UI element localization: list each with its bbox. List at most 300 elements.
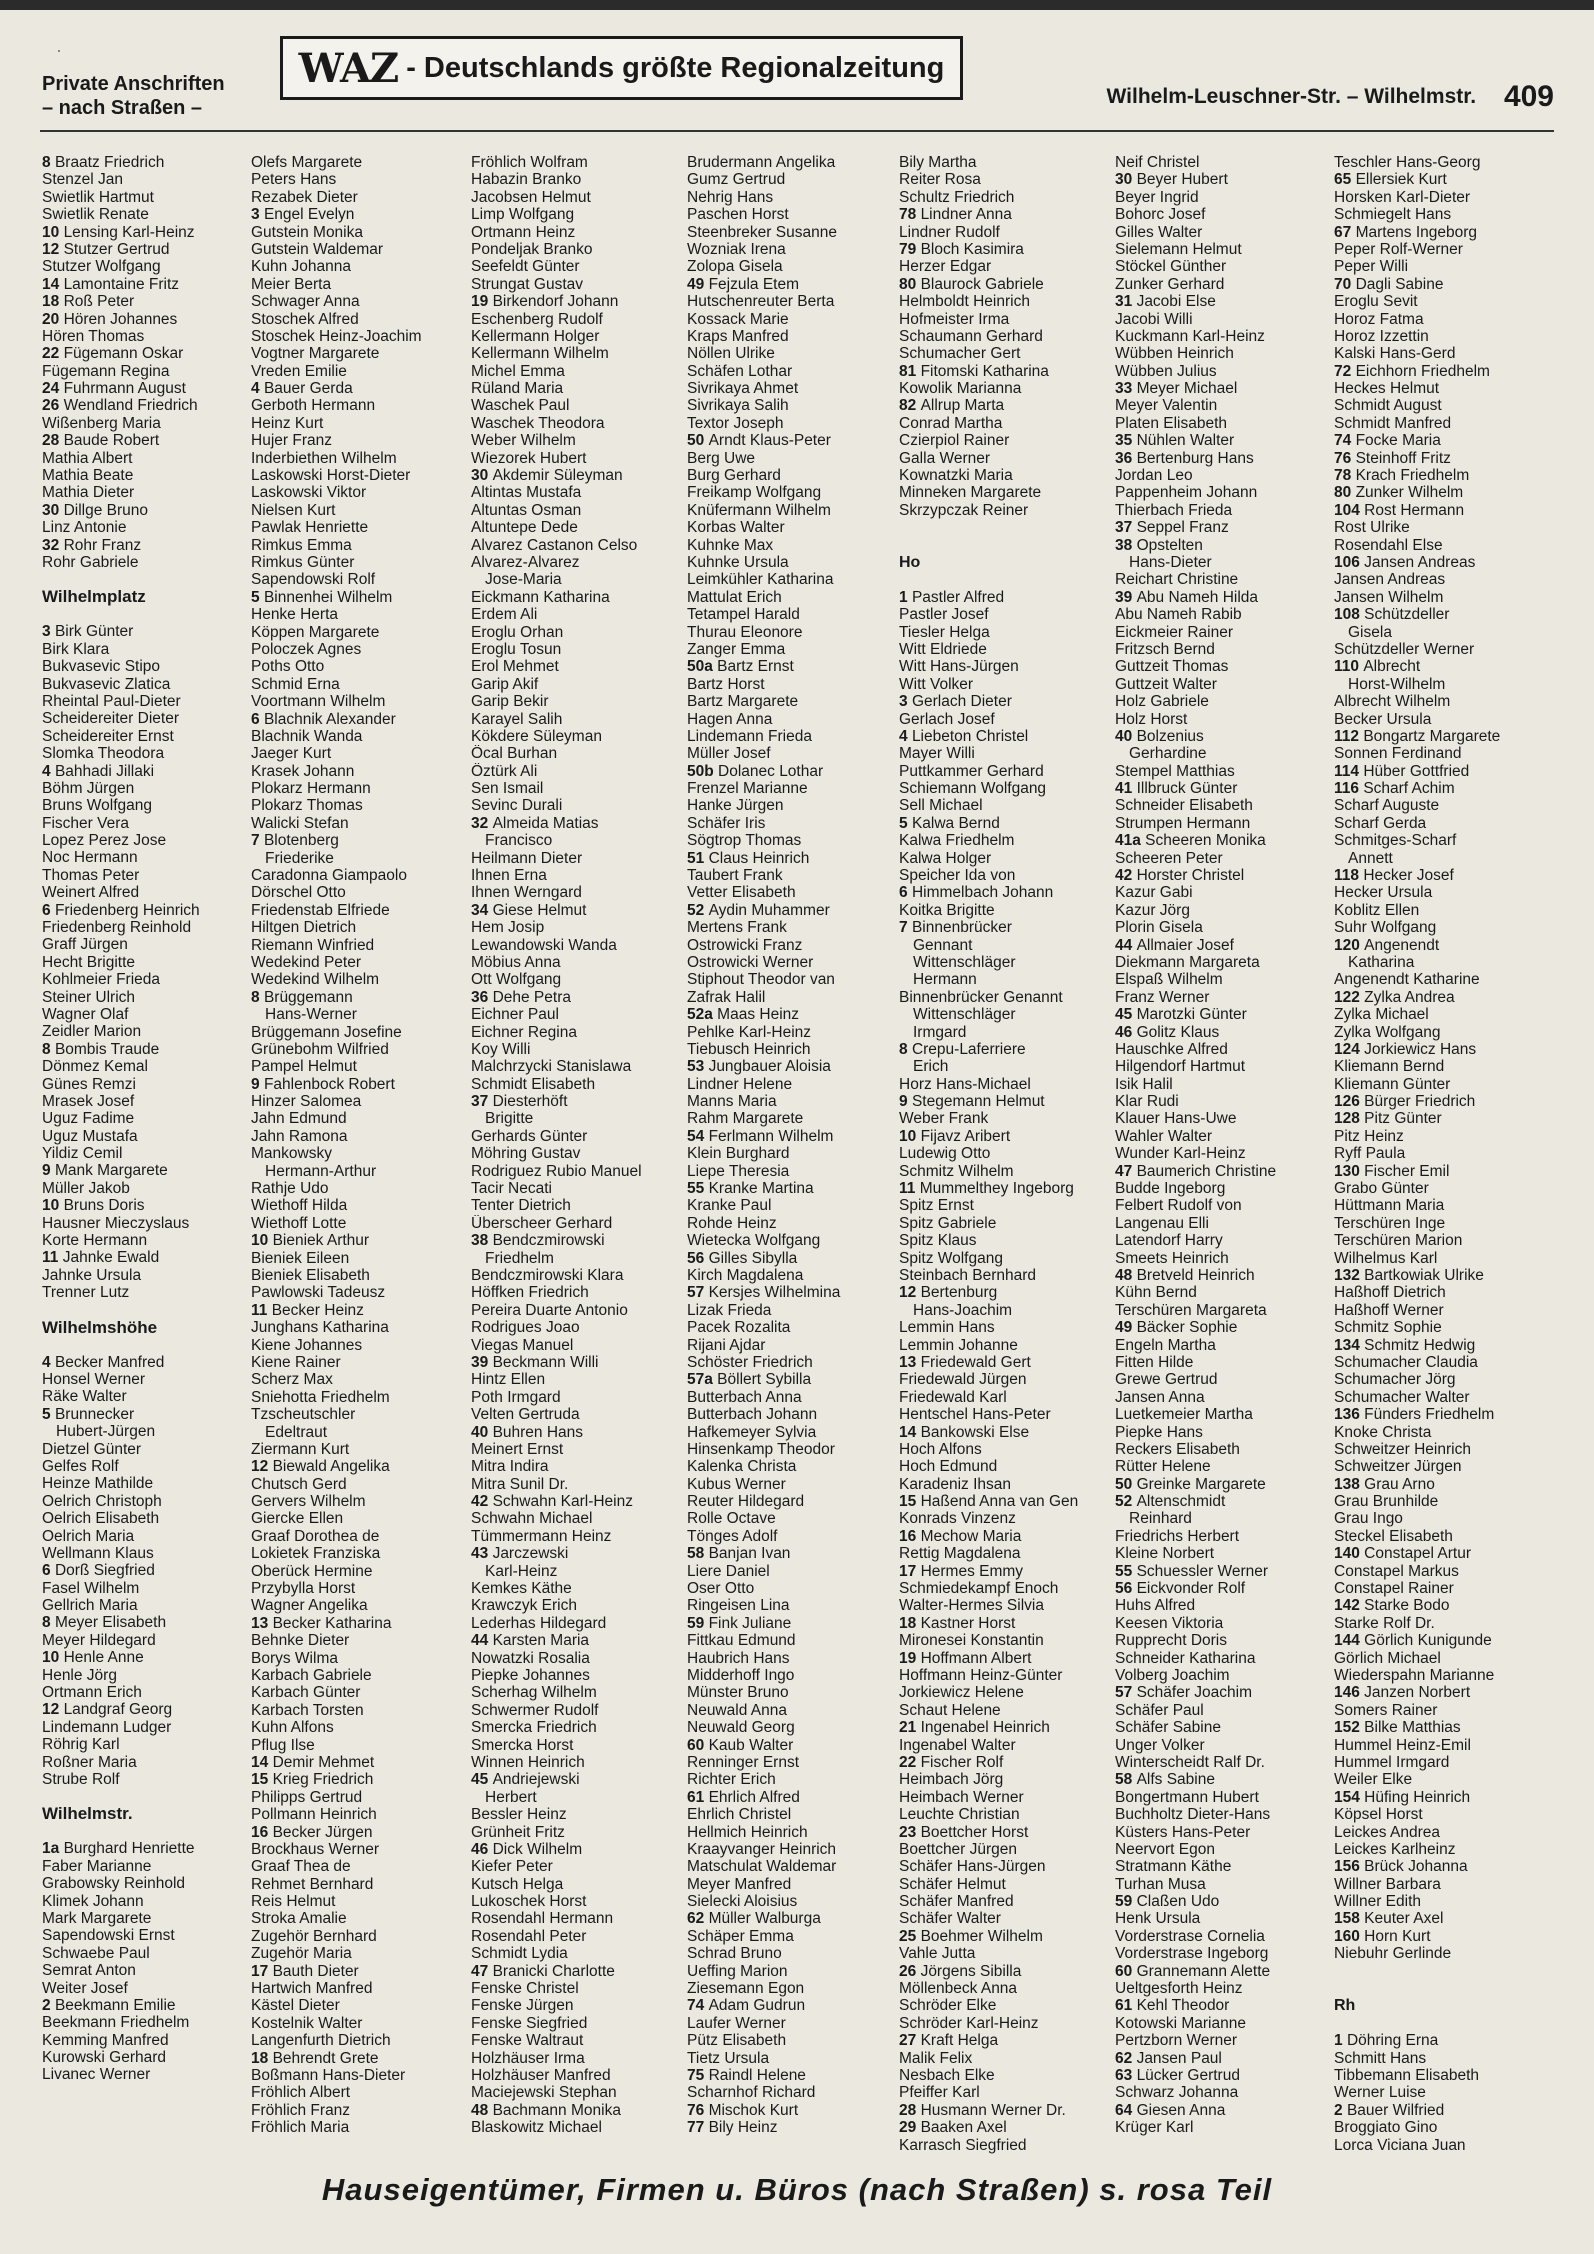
house-number: 122 <box>1334 988 1365 1006</box>
directory-entry: 12 Bertenburg <box>899 1284 998 1302</box>
directory-entry: Kohlmeier Frieda <box>42 971 161 989</box>
directory-entry: 3 Engel Evelyn <box>251 206 355 224</box>
directory-entry: Spitz Wolfgang <box>899 1249 1003 1267</box>
directory-entry: 57 Schäfer Joachim <box>1115 1684 1253 1702</box>
directory-entry: Reinhard <box>1129 1510 1192 1528</box>
house-number: 49 <box>1115 1319 1137 1337</box>
directory-entry: 52 Altenschmidt <box>1115 1493 1226 1511</box>
directory-entry: Karbach Günter <box>251 1684 361 1702</box>
directory-entry: 5 Binnenhei Wilhelm <box>251 588 393 606</box>
house-number: 15 <box>251 1771 273 1789</box>
directory-entry: Grünheit Fritz <box>471 1823 565 1841</box>
house-number: 72 <box>1334 362 1356 380</box>
directory-entry: Zafrak Halil <box>687 988 766 1006</box>
directory-entry: Haßhoff Werner <box>1334 1301 1444 1319</box>
house-number: 34 <box>471 901 493 919</box>
directory-entry: Schumacher Jörg <box>1334 1371 1456 1389</box>
directory-entry: Elspaß Wilhelm <box>1115 971 1223 989</box>
house-number: 8 <box>251 988 264 1006</box>
margin-mark: · <box>56 40 62 60</box>
house-number: 60 <box>1115 1962 1137 1980</box>
directory-entry: Schmitz Sophie <box>1334 1319 1442 1337</box>
directory-entry: Zugehör Bernhard <box>251 1927 377 1945</box>
directory-entry: Skrzypczak Reiner <box>899 501 1029 519</box>
house-number: 50 <box>687 432 709 450</box>
house-number: 37 <box>471 1093 493 1111</box>
directory-entry: 50a Bartz Ernst <box>687 658 794 676</box>
house-number: 44 <box>471 1632 493 1650</box>
house-number: 15 <box>899 1493 921 1511</box>
house-number: 118 <box>1334 867 1364 885</box>
directory-entry: Vogtner Margarete <box>251 345 380 363</box>
directory-entry: Midderhoff Ingo <box>687 1666 795 1684</box>
directory-entry: Hoch Alfons <box>899 1440 982 1458</box>
directory-entry: Friederike <box>265 849 334 867</box>
directory-entry: Platen Elisabeth <box>1115 414 1228 432</box>
directory-entry: Herbert <box>485 1788 537 1806</box>
directory-entry: 6 Friedenberg Heinrich <box>42 901 200 919</box>
directory-entry: Schäfer Paul <box>1115 1701 1204 1719</box>
directory-entry: Velten Gertruda <box>471 1406 580 1424</box>
house-number: 110 <box>1334 658 1364 676</box>
house-number: 44 <box>1115 936 1137 954</box>
directory-entry: Schmiegelt Hans <box>1334 206 1452 224</box>
directory-entry <box>899 519 1113 536</box>
directory-entry: Hagen Anna <box>687 710 773 728</box>
directory-entry: Schäfer Iris <box>687 814 766 832</box>
house-number: 21 <box>899 1719 921 1737</box>
house-number: 9 <box>899 1093 912 1111</box>
masthead-banner <box>280 36 963 100</box>
column-5 <box>899 154 1113 2154</box>
house-number: 27 <box>899 2032 921 2050</box>
directory-entry: Faber Marianne <box>42 1857 152 1875</box>
directory-entry: Bohorc Josef <box>1115 206 1206 224</box>
directory-entry: Witt Eldriede <box>899 640 987 658</box>
directory-entry: Bieniek Eileen <box>251 1249 350 1267</box>
directory-entry: Garip Akif <box>471 675 539 693</box>
directory-entry: Beyer Ingrid <box>1115 188 1199 206</box>
directory-entry: Schöster Friedrich <box>687 1353 813 1371</box>
directory-entry: Strungat Gustav <box>471 275 584 293</box>
house-number: 140 <box>1334 1545 1365 1563</box>
directory-entry: Hermann-Arthur <box>265 1162 377 1180</box>
directory-entry: Wunder Karl-Heinz <box>1115 1145 1246 1163</box>
directory-entry: Fritzsch Bernd <box>1115 640 1215 658</box>
house-number: 65 <box>1334 171 1356 189</box>
top-border <box>0 0 1594 10</box>
house-number: 18 <box>42 293 64 311</box>
directory-entry: 13 Friedewald Gert <box>899 1353 1031 1371</box>
house-number: 32 <box>471 814 493 832</box>
directory-entry: Kurowski Gerhard <box>42 2049 167 2067</box>
directory-entry: Vetter Elisabeth <box>687 884 796 902</box>
house-number: 142 <box>1334 1597 1365 1615</box>
house-number: 52a <box>687 1006 718 1024</box>
directory-entry: Jorkiewicz Helene <box>899 1684 1024 1702</box>
directory-entry: Tönges Adolf <box>687 1527 778 1545</box>
directory-entry: Schwaebe Paul <box>42 1944 150 1962</box>
house-number: 9 <box>251 1075 264 1093</box>
directory-entry: Jaeger Kurt <box>251 745 332 763</box>
directory-entry: Überscheer Gerhard <box>471 1214 613 1232</box>
directory-entry: Tenter Dietrich <box>471 1197 571 1215</box>
directory-entry: Kliemann Günter <box>1334 1075 1451 1093</box>
directory-entry: Piepke Johannes <box>471 1666 590 1684</box>
directory-entry: Kuhn Johanna <box>251 258 351 276</box>
house-number: 57 <box>687 1284 709 1302</box>
directory-entry: Heilmann Dieter <box>471 849 583 867</box>
house-number: 26 <box>899 1962 921 1980</box>
directory-entry: Brüggemann Josefine <box>251 1023 402 1041</box>
house-number: 57a <box>687 1371 718 1389</box>
directory-entry: Pertzborn Werner <box>1115 2032 1238 2050</box>
directory-entry: Bieniek Elisabeth <box>251 1267 370 1284</box>
directory-entry: Mankowsky <box>251 1145 332 1163</box>
directory-entry: Mertens Frank <box>687 919 787 937</box>
house-number: 10 <box>42 223 64 241</box>
directory-entry: Mayer Willi <box>899 745 975 763</box>
house-number: 42 <box>1115 867 1137 885</box>
directory-entry: Eichner Regina <box>471 1023 577 1041</box>
directory-entry: Vreden Emilie <box>251 362 347 380</box>
directory-entry: Schwahn Michael <box>471 1510 593 1528</box>
directory-entry: 30 Beyer Hubert <box>1115 171 1228 189</box>
directory-entry: Räke Walter <box>42 1388 127 1406</box>
directory-entry: Kuhn Alfons <box>251 1719 334 1737</box>
directory-entry: Jacobsen Helmut <box>471 188 591 206</box>
directory-entry: Weiler Elke <box>1334 1771 1413 1789</box>
directory-entry: Sivrikaya Salih <box>687 397 789 415</box>
directory-entry: Mironesei Konstantin <box>899 1632 1044 1650</box>
directory-entry: Huhs Alfred <box>1115 1597 1196 1615</box>
directory-entry: Meier Berta <box>251 275 332 293</box>
directory-entry: 63 Lücker Gertrud <box>1115 2066 1240 2084</box>
directory-entry: Kiene Rainer <box>251 1353 341 1371</box>
directory-entry: Olefs Margarete <box>251 154 363 171</box>
directory-entry: Jacobi Willi <box>1115 310 1193 328</box>
directory-entry: Hecht Brigitte <box>42 953 136 971</box>
directory-entry: Vorderstrase Cornelia <box>1115 1927 1265 1945</box>
house-number: 64 <box>1115 2101 1137 2119</box>
directory-entry: 37 Diesterhöft <box>471 1093 568 1111</box>
directory-entry: 128 Pitz Günter <box>1334 1110 1442 1128</box>
house-number: 50b <box>687 762 719 780</box>
directory-entry: Witt Volker <box>899 675 974 693</box>
directory-entry: 47 Branicki Charlotte <box>471 1962 615 1980</box>
directory-entry: 160 Horn Kurt <box>1334 1927 1431 1945</box>
directory-entry: Kellermann Wilhelm <box>471 345 609 363</box>
directory-entry: Meinert Ernst <box>471 1440 564 1458</box>
house-number: 70 <box>1334 275 1356 293</box>
directory-entry: Rh <box>1334 1997 1356 2015</box>
directory-entry: Rheintal Paul-Dieter <box>42 692 181 710</box>
directory-entry: Spitz Klaus <box>899 1232 977 1250</box>
directory-entry: Linz Antonie <box>42 519 127 537</box>
house-number: 50 <box>1115 1475 1137 1493</box>
directory-entry: Gilles Walter <box>1115 223 1203 241</box>
directory-entry: Freikamp Wolfgang <box>687 484 822 502</box>
directory-entry: Rost Ulrike <box>1334 519 1410 537</box>
directory-entry: Fitten Hilde <box>1115 1353 1194 1371</box>
house-number: 36 <box>1115 449 1137 467</box>
house-number: 12 <box>42 240 64 258</box>
directory-entry: Hans-Werner <box>265 1006 357 1024</box>
directory-entry: 1 Pastler Alfred <box>899 588 1005 606</box>
directory-entry: Plokarz Hermann <box>251 780 371 798</box>
directory-entry: Hermann <box>913 971 977 989</box>
house-number: 41a <box>1115 832 1146 850</box>
directory-entry: 48 Bachmann Monika <box>471 2101 621 2119</box>
directory-entry: Reichart Christine <box>1115 571 1239 589</box>
directory-entry: Jordan Leo <box>1115 467 1193 485</box>
directory-entry: Sen Ismail <box>471 780 544 798</box>
directory-entry: Müller Josef <box>687 745 771 763</box>
directory-entry: Oser Otto <box>687 1580 755 1598</box>
directory-entry: Wübben Julius <box>1115 362 1217 380</box>
house-number: 41 <box>1115 780 1137 798</box>
directory-entry: 61 Ehrlich Alfred <box>687 1788 800 1806</box>
directory-entry: 25 Boehmer Wilhelm <box>899 1927 1043 1945</box>
directory-entry: Klar Rudi <box>1115 1093 1179 1111</box>
directory-entry: Ortmann Erich <box>42 1684 142 1702</box>
directory-entry: Holz Gabriele <box>1115 693 1209 711</box>
directory-entry: Hoch Edmund <box>899 1458 998 1476</box>
directory-entry: Reis Helmut <box>251 1893 336 1911</box>
directory-entry: Klauer Hans-Uwe <box>1115 1110 1237 1128</box>
directory-entry: Laufer Werner <box>687 2014 786 2032</box>
directory-entry: Rijani Ajdar <box>687 1336 766 1354</box>
directory-entry: Scheeren Peter <box>1115 849 1223 867</box>
directory-entry: Roßner Maria <box>42 1753 137 1771</box>
house-number: 4 <box>42 1353 55 1371</box>
house-number: 134 <box>1334 1336 1365 1354</box>
directory-entry: Swietlik Hartmut <box>42 188 154 206</box>
directory-entry: Korbas Walter <box>687 519 785 537</box>
house-number: 17 <box>899 1562 921 1580</box>
directory-entry: Witt Hans-Jürgen <box>899 658 1019 676</box>
house-number: 14 <box>899 1423 921 1441</box>
directory-entry: Becker Ursula <box>1334 710 1432 728</box>
directory-entry: Fenske Waltraut <box>471 2032 584 2050</box>
directory-entry: Walter-Hermes Silvia <box>899 1597 1044 1615</box>
house-number: 46 <box>471 1840 493 1858</box>
directory-entry: Ziesemann Egon <box>687 1980 805 1998</box>
directory-entry: Poth Irmgard <box>471 1388 561 1406</box>
directory-entry: 48 Bretveld Heinrich <box>1115 1267 1255 1284</box>
directory-entry: Kliemann Bernd <box>1334 1058 1445 1076</box>
directory-entry: 17 Hermes Emmy <box>899 1562 1024 1580</box>
directory-entry: Wagner Olaf <box>42 1005 129 1023</box>
directory-entry: Poths Otto <box>251 658 325 676</box>
directory-entry: Latendorf Harry <box>1115 1232 1223 1250</box>
directory-entry: 4 Bauer Gerda <box>251 380 353 398</box>
directory-entry: Kownatzki Maria <box>899 467 1013 485</box>
directory-entry: 4 Liebeton Christel <box>899 727 1029 745</box>
directory-entry: Köpsel Horst <box>1334 1806 1423 1824</box>
directory-entry: Langenau Elli <box>1115 1214 1209 1232</box>
directory-entry: Irmgard <box>913 1023 967 1041</box>
directory-entry: 28 Husmann Werner Dr. <box>899 2101 1066 2119</box>
directory-entry: Möhring Gustav <box>471 1145 581 1163</box>
directory-entry: Blaskowitz Michael <box>471 2119 602 2137</box>
directory-entry: 41a Scheeren Monika <box>1115 832 1266 850</box>
directory-entry: Liepe Theresia <box>687 1162 790 1180</box>
directory-entry: Inderbiethen Wilhelm <box>251 449 397 467</box>
house-number: 36 <box>471 988 493 1006</box>
directory-entry: Holzhäuser Manfred <box>471 2066 611 2084</box>
directory-entry: Zylka Michael <box>1334 1006 1429 1024</box>
directory-entry: Stratmann Käthe <box>1115 1858 1232 1876</box>
directory-entry: Guttzeit Walter <box>1115 675 1217 693</box>
directory-entry: Smercka Friedrich <box>471 1719 597 1737</box>
directory-entry: Neif Christel <box>1115 154 1200 171</box>
directory-entry: 52 Aydin Muhammer <box>687 901 830 919</box>
directory-entry: Werner Luise <box>1334 2084 1426 2102</box>
directory-entry: 49 Fejzula Etem <box>687 275 800 293</box>
house-number: 9 <box>42 1162 55 1180</box>
directory-entry: Reckers Elisabeth <box>1115 1440 1240 1458</box>
directory-entry: Meyer Hildegard <box>42 1631 156 1649</box>
directory-entry: 36 Bertenburg Hans <box>1115 449 1254 467</box>
directory-entry: Steenbreker Susanne <box>687 223 837 241</box>
directory-entry: Bily Martha <box>899 154 977 171</box>
directory-entry: Fröhlich Maria <box>251 2119 350 2137</box>
directory-entry: Jansen Anna <box>1115 1388 1205 1406</box>
directory-entry: Pampel Helmut <box>251 1058 357 1076</box>
directory-entry: 78 Lindner Anna <box>899 206 1012 224</box>
directory-entry: Przybylla Horst <box>251 1580 356 1598</box>
directory-entry: Wiezorek Hubert <box>471 449 587 467</box>
directory-entry: Thierbach Frieda <box>1115 501 1233 519</box>
directory-entry: Weber Frank <box>899 1110 989 1128</box>
directory-entry: Slomka Theodora <box>42 745 165 763</box>
house-number: 58 <box>687 1545 709 1563</box>
directory-entry: Thomas Peter <box>42 866 140 884</box>
directory-entry: Lederhas Hildegard <box>471 1614 607 1632</box>
directory-entry: Speicher Ida von <box>899 867 1016 885</box>
house-number: 82 <box>899 397 921 415</box>
directory-entry: Heckes Helmut <box>1334 380 1440 398</box>
directory-entry: Heimbach Jörg <box>899 1771 1004 1789</box>
directory-entry: 116 Scharf Achim <box>1334 780 1455 798</box>
directory-entry: Kazur Jörg <box>1115 901 1190 919</box>
directory-entry: Kemming Manfred <box>42 2031 169 2049</box>
directory-entry: Heinze Mathilde <box>42 1475 154 1493</box>
directory-entry: Schäfer Hans-Jürgen <box>899 1858 1046 1876</box>
directory-entry: Schaut Helene <box>899 1701 1001 1719</box>
house-number: 6 <box>42 901 55 919</box>
directory-entry: Klimek Johann <box>42 1892 144 1910</box>
directory-entry: Hem Josip <box>471 919 545 937</box>
directory-entry: 9 Stegemann Helmut <box>899 1093 1045 1111</box>
directory-entry: Voortmann Wilhelm <box>251 693 386 711</box>
directory-entry: Wilhelmus Karl <box>1334 1249 1438 1267</box>
house-number: 61 <box>1115 1997 1137 2015</box>
directory-entry: 22 Fügemann Oskar <box>42 345 184 363</box>
directory-entry: Kuhnke Max <box>687 536 774 554</box>
directory-entry: Hanke Jürgen <box>687 797 784 815</box>
directory-entry: Berg Uwe <box>687 449 756 467</box>
directory-entry: 24 Fuhrmann August <box>42 380 186 398</box>
house-number: 55 <box>687 1180 709 1198</box>
directory-entry: Stroka Amalie <box>251 1910 347 1928</box>
directory-entry: Hinsenkamp Theodor <box>687 1440 835 1458</box>
directory-entry: Kazur Gabi <box>1115 884 1193 902</box>
directory-entry: Tibbemann Elisabeth <box>1334 2066 1480 2084</box>
directory-entry: Hans-Dieter <box>1129 553 1212 571</box>
directory-entry: Lemmin Hans <box>899 1319 995 1337</box>
directory-entry: Wittenschläger <box>913 953 1016 971</box>
directory-entry: Erich <box>913 1058 949 1076</box>
column-6 <box>1115 154 1329 2137</box>
directory-entry: 22 Fischer Rolf <box>899 1753 1004 1771</box>
directory-entry: Ueffing Marion <box>687 1962 788 1980</box>
directory-entry: Riemann Winfried <box>251 936 375 954</box>
directory-entry: Altintas Mustafa <box>471 484 582 502</box>
house-number: 8 <box>899 1040 912 1058</box>
directory-entry: 82 Allrup Marta <box>899 397 1005 415</box>
directory-entry: 140 Constapel Artur <box>1334 1545 1472 1563</box>
directory-entry: Nöllen Ulrike <box>687 345 775 363</box>
directory-entry: Zylka Wolfgang <box>1334 1023 1441 1041</box>
directory-entry: Minneken Margarete <box>899 484 1042 502</box>
directory-entry: 18 Kastner Horst <box>899 1614 1016 1632</box>
directory-entry: Wiethoff Lotte <box>251 1214 347 1232</box>
directory-entry <box>1334 1980 1548 1997</box>
directory-entry: Neervort Egon <box>1115 1840 1215 1858</box>
directory-entry: Friedenstab Elfriede <box>251 901 390 919</box>
house-number: 6 <box>42 1562 55 1580</box>
directory-entry: 19 Hoffmann Albert <box>899 1649 1032 1667</box>
directory-entry: Peters Hans <box>251 171 337 189</box>
directory-entry: Wittenschläger <box>913 1006 1016 1024</box>
directory-entry: Scheidereiter Dieter <box>42 710 179 728</box>
directory-entry: Schmitz Wilhelm <box>899 1162 1014 1180</box>
directory-entry: 44 Karsten Maria <box>471 1632 590 1650</box>
directory-entry: Scheidereiter Ernst <box>42 727 174 745</box>
directory-entry: 37 Seppel Franz <box>1115 519 1229 537</box>
directory-entry: Fröhlich Franz <box>251 2101 351 2119</box>
directory-entry: Rütter Helene <box>1115 1458 1211 1476</box>
house-number: 160 <box>1334 1927 1365 1945</box>
directory-entry: Rodrigues Joao <box>471 1319 580 1337</box>
directory-entry: Gerhardine <box>1129 745 1207 763</box>
directory-entry: Frenzel Marianne <box>687 780 808 798</box>
directory-entry: 55 Schuessler Werner <box>1115 1562 1269 1580</box>
house-number: 49 <box>687 275 709 293</box>
directory-entry: Michel Emma <box>471 362 565 380</box>
directory-entry: Schweitzer Heinrich <box>1334 1440 1471 1458</box>
directory-entry: Schiemann Wolfgang <box>899 780 1047 798</box>
directory-entry: Hüttmann Maria <box>1334 1197 1445 1215</box>
directory-columns <box>42 154 1554 2154</box>
directory-entry: Noc Hermann <box>42 849 138 867</box>
directory-entry: Spitz Ernst <box>899 1197 974 1215</box>
directory-entry: 57 Kersjes Wilhelmina <box>687 1284 841 1302</box>
directory-entry: 47 Baumerich Christine <box>1115 1162 1277 1180</box>
directory-entry: 72 Eichhorn Friedhelm <box>1334 362 1490 380</box>
directory-entry: Erol Mehmet <box>471 658 559 676</box>
directory-entry: Lemmin Johanne <box>899 1336 1018 1354</box>
column-7 <box>1334 154 1548 2154</box>
directory-entry: Schäfer Helmut <box>899 1875 1006 1893</box>
directory-entry: Ortmann Heinz <box>471 223 576 241</box>
directory-entry: Bukvasevic Zlatica <box>42 675 171 693</box>
directory-entry: Caradonna Giampaolo <box>251 867 407 885</box>
directory-entry: 10 Bieniek Arthur <box>251 1232 370 1250</box>
house-number: 18 <box>899 1614 921 1632</box>
